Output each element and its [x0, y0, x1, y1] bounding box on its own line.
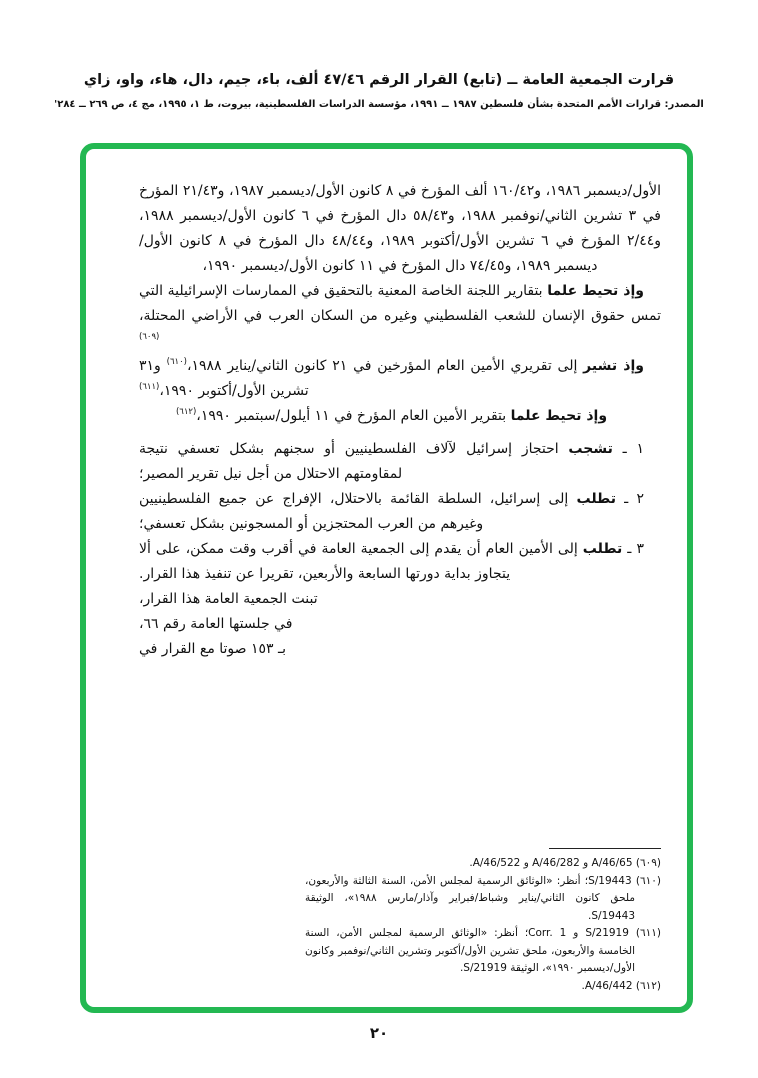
preamble-lead: وإذ تحيط علما — [510, 408, 608, 424]
footnote-612 — [305, 978, 661, 996]
footnote-text: A/46/442. — [581, 979, 636, 992]
footnote-611 — [305, 925, 661, 978]
resolution-text — [139, 179, 661, 662]
footnote-text: A/46/65 و A/46/282 و A/46/522. — [469, 857, 636, 869]
adoption-line-2: في جلستها العامة رقم ٦٦، — [139, 616, 293, 632]
paragraph-special-committee — [139, 279, 661, 354]
resolution-frame — [80, 143, 693, 1013]
page-header — [40, 72, 718, 110]
adoption-line-1: تبنت الجمعية العامة هذا القرار، — [139, 591, 318, 607]
header-title: قرارت الجمعية العامة ــ (تابع) القرار الرقم ٤٧/٤٦ ألف، باء، جيم، دال، هاء، واو، زاي — [83, 72, 675, 88]
item-lead: تشجب — [568, 441, 613, 457]
item-lead: تطلب — [576, 491, 616, 507]
operative-item-3 — [139, 537, 661, 587]
footnote-number: (٦١١) — [635, 927, 661, 939]
footnote-609 — [305, 855, 661, 873]
item-text: إلى إسرائيل، السلطة القائمة بالاحتلال، الإفراج عن جميع الفلسطينيين وغيرهم من العرب المحتجزين أو المسجونين بشكل تعسفي؛ — [139, 491, 577, 532]
footnote-text: S/19443؛ أنظر: «الوثائق الرسمية لمجلس الأمن، السنة الثالثة والأربعون، ملحق كانون الثاني/يناير وشباط/فبراير وآذار/مارس ١٩٨٨»، الوثيقة S/19443. — [305, 874, 636, 922]
footnotes — [305, 848, 661, 995]
item-text: احتجاز إسرائيل لآلاف الفلسطينيين أو سجنهم بشكل تعسفي نتيجة لمقاومتهم الاحتلال من أجل نيل تقرير المصير؛ — [139, 441, 569, 482]
paragraph-sg-report-sept — [139, 404, 661, 429]
preamble-lead: وإذ تحيط علما — [547, 283, 644, 299]
item-lead: تطلب — [582, 541, 623, 557]
paragraph-preamble-continuation: الأول/ديسمبر ١٩٨٦، و١٦٠/٤٢ ألف المؤرخ في ٨ كانون الأول/ديسمبر ١٩٨٧، و٢١/٤٣ المؤرخ في ٣ تشرين الثاني/نوفمبر ١٩٨٨، و٥٨/٤٣ دال المؤرخ في ٦ كانون الأول/ديسمبر ١٩٨٨، و٢/٤٤ المؤرخ في ٦ تشرين الأول/أكتوبر ١٩٨٩، و٤٨/٤٤ دال المؤرخ في ٨ كانون الأول/ديسمبر ١٩٨٩، و٧٤/٤٥ دال المؤرخ في ١١ كانون الأول/ديسمبر ١٩٩٠، — [139, 183, 662, 274]
footnote-separator — [549, 848, 661, 849]
operative-item-2 — [139, 487, 661, 537]
item-number: ٢ ـ — [615, 491, 644, 507]
footnote-ref-611: (٦١١) — [139, 382, 160, 392]
paragraph-text: إلى تقريري الأمين العام المؤرخين في ٢١ كانون الثاني/يناير ١٩٨٨، — [186, 358, 584, 374]
footnote-610 — [305, 873, 661, 926]
item-text: إلى الأمين العام أن يقدم إلى الجمعية العامة في أقرب وقت ممكن، على ألا يتجاوز بداية دورتها السابعة والأربعين، تقريرا عن تنفيذ هذا القرار. — [139, 541, 583, 582]
item-number: ٣ ـ — [622, 541, 644, 557]
footnote-text: S/21919 و Corr. 1؛ أنظر: «الوثائق الرسمية لمجلس الأمن، السنة الخامسة والأربعون، ملحق تشرين الأول/أكتوبر وتشرين الثاني/نوفمبر وكانون الأول/ديسمبر ١٩٩٠»، الوثيقة S/21919. — [305, 927, 636, 974]
paragraph-text: بتقرير الأمين العام المؤرخ في ١١ أيلول/سبتمبر ١٩٩٠، — [196, 408, 511, 424]
footnote-ref-609: (٦٠٩) — [139, 332, 160, 342]
header-source: المصدر: قرارات الأمم المتحدة بشأن فلسطين ١٩٨٧ ــ ١٩٩١، مؤسسة الدراسات الفلسطينية، بيروت، ط ١، ١٩٩٥، مج ٤، ص ٢٦٩ ــ ٢٨٤' — [54, 99, 704, 110]
footnote-number: (٦١٠) — [635, 874, 661, 887]
footnote-ref-610: (٦١٠) — [166, 357, 187, 367]
preamble-lead: وإذ تشير — [583, 358, 644, 374]
footnote-number: (٦١٢) — [635, 979, 661, 992]
footnote-ref-612: (٦١٢) — [175, 407, 197, 417]
adoption-line-3: بـ ١٥٣ صوتا مع القرار في — [139, 641, 287, 657]
paragraph-sg-reports — [139, 354, 661, 404]
paragraph-text: بتقارير اللجنة الخاصة المعنية بالتحقيق في الممارسات الإسرائيلية التي تمس حقوق الإنسان للشعب الفلسطيني وغيره من السكان العرب في الأراضي المحتلة، — [139, 283, 661, 324]
page-number: ٢٠ — [369, 1024, 389, 1042]
paragraph-text: و٣١ تشرين الأول/أكتوبر ١٩٩٠، — [139, 358, 309, 399]
operative-item-1 — [139, 437, 661, 487]
footnote-number: (٦٠٩) — [635, 857, 661, 869]
item-number: ١ ـ — [612, 441, 644, 457]
